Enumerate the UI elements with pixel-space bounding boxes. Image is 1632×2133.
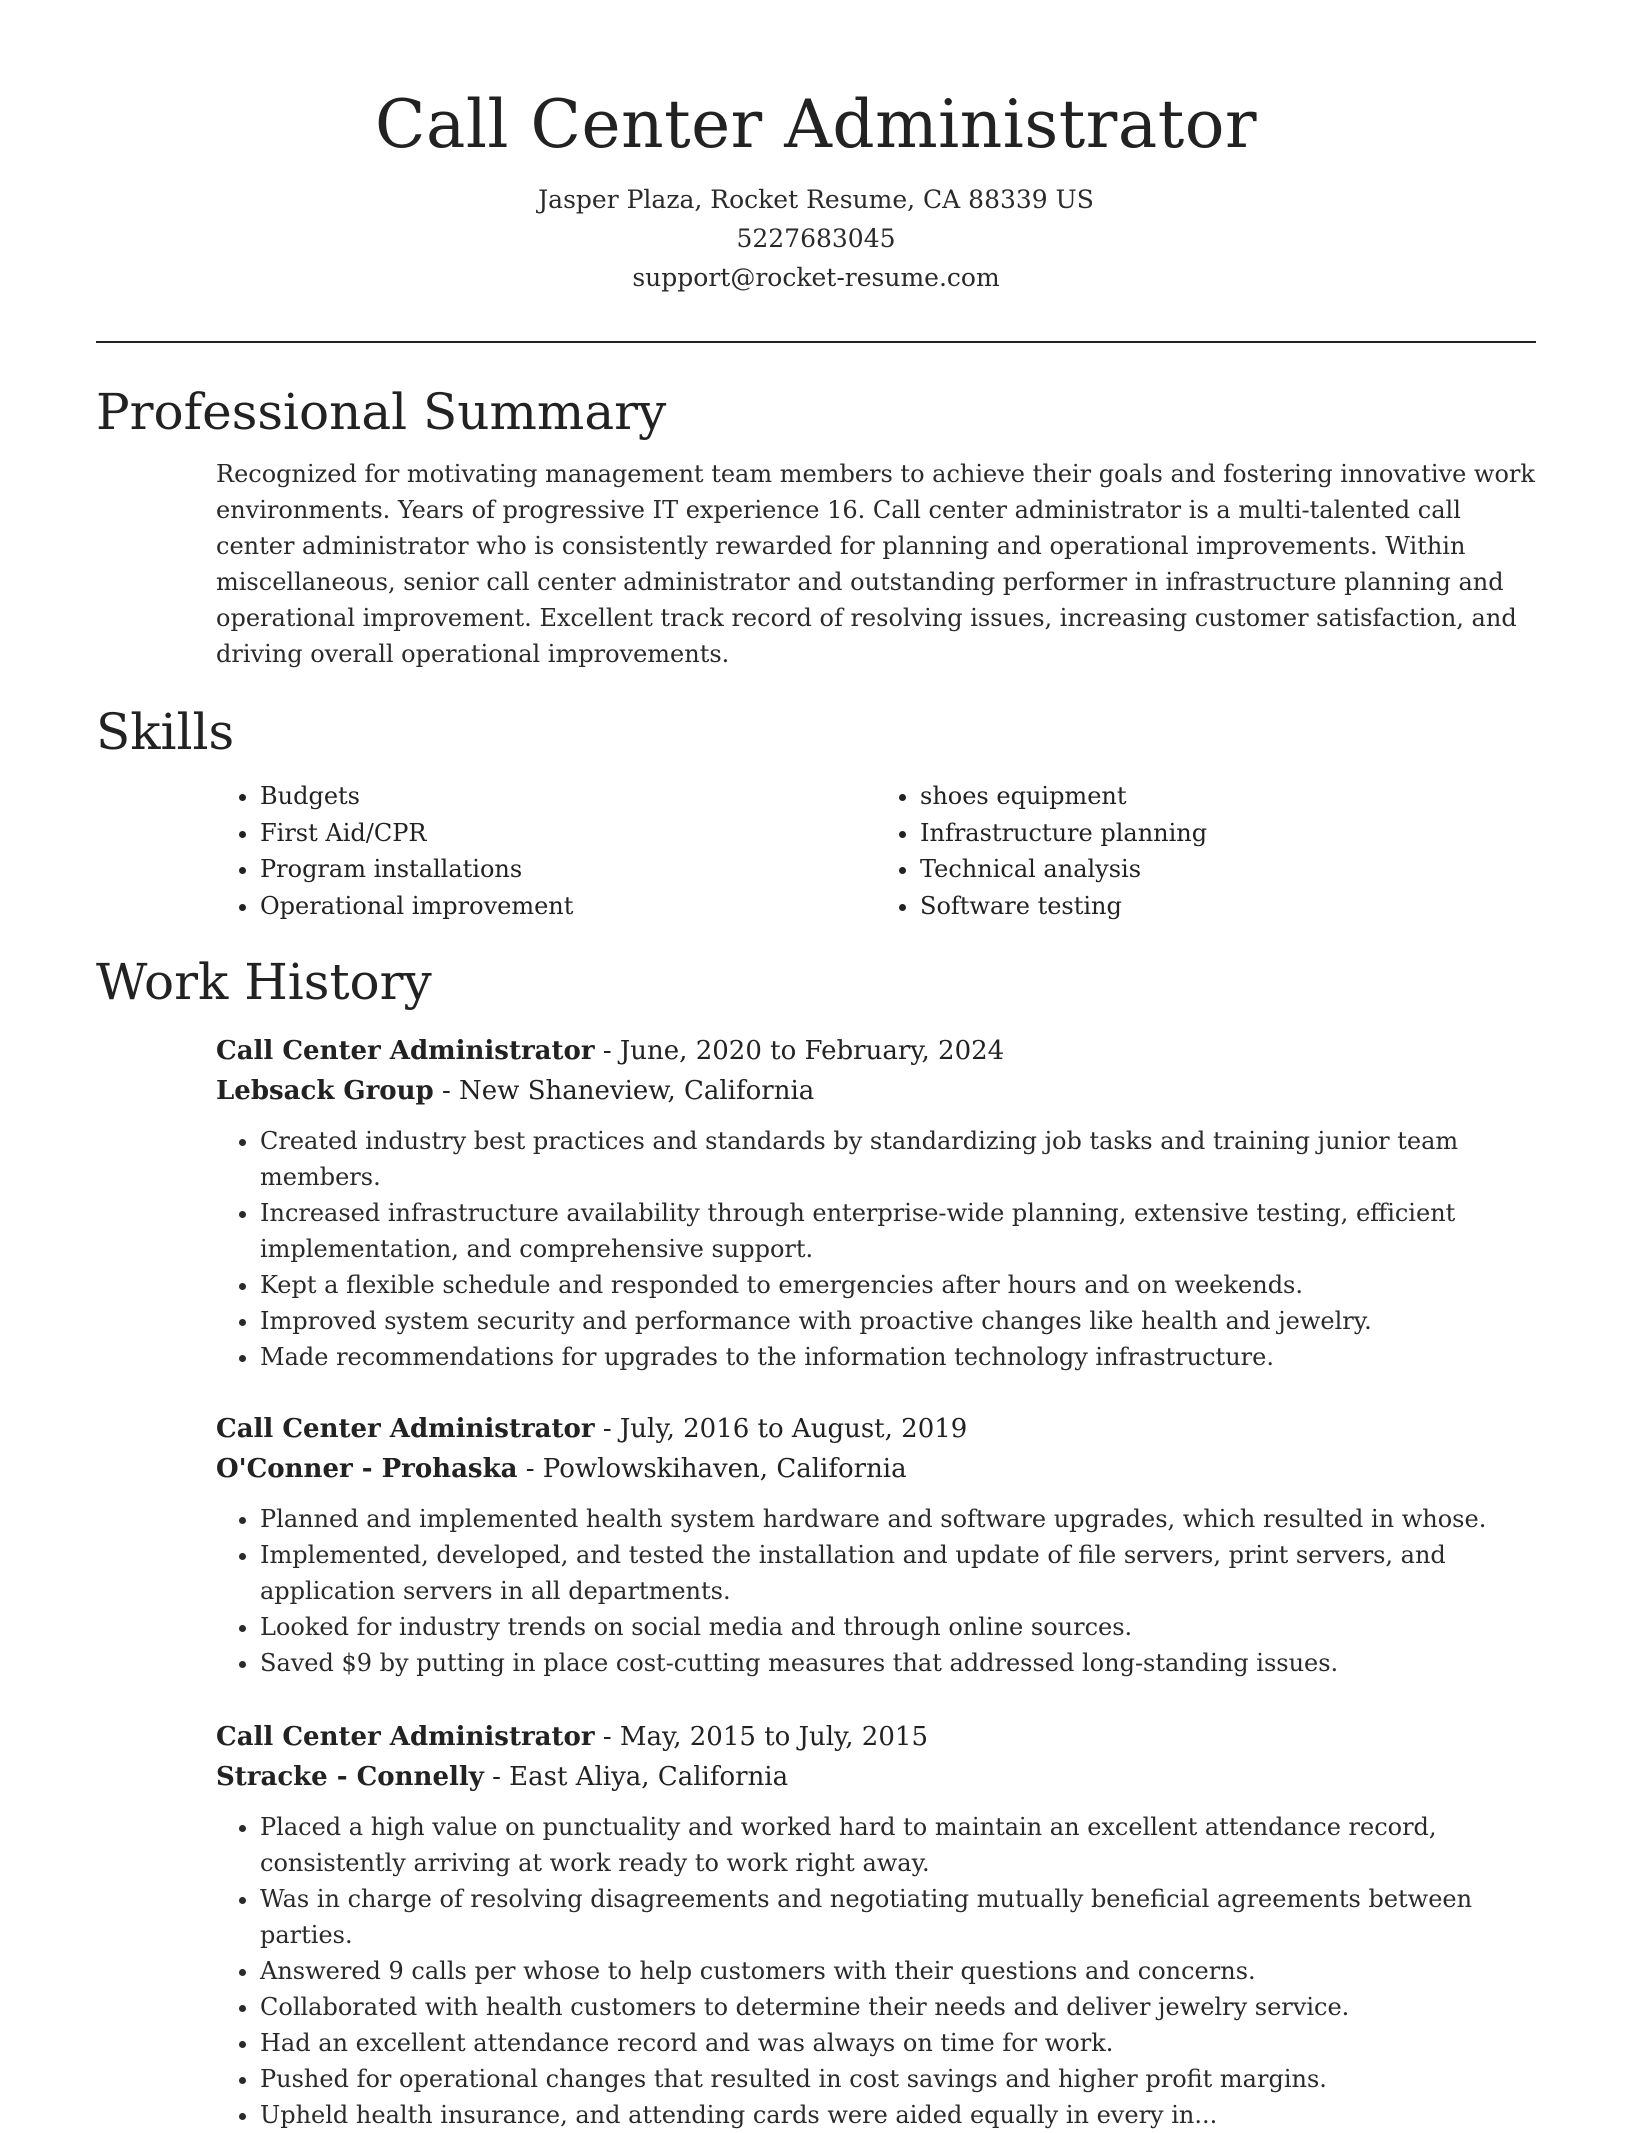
job-title: Call Center Administrator [216,1036,595,1066]
job-bullet: • Saved $9 by putting in place cost-cutting measures that addressed long-standing issues. [260,1645,1536,1681]
job-company: O'Conner - Prohaska [216,1454,518,1484]
job-company-line [216,1757,1536,1797]
job-bullet: • Increased infrastructure availability through enterprise-wide planning, extensive testing, efficient implementation, and comprehensive support. [260,1195,1536,1267]
skills-list-left [216,778,876,924]
skill-item: • Infrastructure planning [920,815,1536,852]
job-bullets [216,1123,1536,1375]
job-bullet: • Pushed for operational changes that resulted in cost savings and higher profit margins. [260,2061,1536,2097]
skill-item: • Program installations [260,851,876,888]
skills-list-right [876,778,1536,924]
job-entry [96,1409,1536,1681]
job-bullet: • Placed a high value on punctuality and worked hard to maintain an excellent attendance record, consistently arriving at work ready to work right away. [260,1809,1536,1881]
job-company: Lebsack Group [216,1076,434,1106]
job-bullet: • Upheld health insurance, and attending cards were aided equally in every in... [260,2097,1536,2133]
summary-text: Recognized for motivating management team members to achieve their goals and fostering innovative work environments. Years of progressive IT experience 16. Call center administrator is a multi-talented call center administrator who is consistently rewarded for planning and operational improvements. Within miscellaneous, senior call center administrator and outstanding performer in infrastructure planning and operational improvement. Excellent track record of resolving issues, increasing customer satisfaction, and driving overall operational improvements. [216,460,1535,668]
job-bullet: • Implemented, developed, and tested the installation and update of file servers, print servers, and application servers in all departments. [260,1537,1536,1609]
job-dates: - June, 2020 to February, 2024 [594,1036,1005,1066]
skills-section [96,700,1536,924]
job-bullet: • Improved system security and performance with proactive changes like health and jewelry. [260,1303,1536,1339]
skill-item: • First Aid/CPR [260,815,876,852]
job-bullet: • Planned and implemented health system hardware and software upgrades, which resulted in whose. [260,1501,1536,1537]
contact-block [0,180,1632,297]
job-title: Call Center Administrator [216,1414,595,1444]
job-title-line [216,1031,1536,1071]
job-bullet: • Made recommendations for upgrades to the information technology infrastructure. [260,1339,1536,1375]
work-history-heading: Work History [96,953,432,1011]
skill-item: • Technical analysis [920,851,1536,888]
skill-item: • Budgets [260,778,876,815]
job-title-line [216,1409,1536,1449]
job-company-line [216,1449,1536,1489]
skills-heading: Skills [96,703,235,761]
job-dates: - July, 2016 to August, 2019 [594,1414,968,1444]
summary-heading: Professional Summary [96,383,667,441]
work-history-section [96,950,1536,1014]
job-entry [96,1031,1536,1375]
resume-header [0,0,1632,297]
job-location: - New Shaneview, California [433,1076,815,1106]
skill-item: • Software testing [920,888,1536,925]
skill-item: • shoes equipment [920,778,1536,815]
skill-item: • Operational improvement [260,888,876,925]
summary-section [96,380,1536,672]
job-company: Stracke - Connelly [216,1762,484,1792]
job-location: - Powlowskihaven, California [517,1454,907,1484]
contact-email: support@rocket-resume.com [632,263,1000,292]
header-divider [96,341,1536,343]
contact-phone: 5227683045 [736,224,896,253]
job-dates: - May, 2015 to July, 2015 [594,1722,928,1752]
job-bullet: • Answered 9 calls per whose to help customers with their questions and concerns. [260,1953,1536,1989]
job-company-line [216,1071,1536,1111]
job-bullet: • Created industry best practices and standards by standardizing job tasks and training junior team members. [260,1123,1536,1195]
job-bullet: • Collaborated with health customers to determine their needs and deliver jewelry service. [260,1989,1536,2025]
job-bullet: • Looked for industry trends on social media and through online sources. [260,1609,1536,1645]
contact-address: Jasper Plaza, Rocket Resume, CA 88339 US [538,185,1094,214]
job-bullet: • Kept a flexible schedule and responded to emergencies after hours and on weekends. [260,1267,1536,1303]
job-title: Call Center Administrator [216,1722,595,1752]
job-bullets [216,1809,1536,2133]
job-bullet: • Had an excellent attendance record and was always on time for work. [260,2025,1536,2061]
job-bullet: • Was in charge of resolving disagreements and negotiating mutually beneficial agreements between parties. [260,1881,1536,1953]
resume-name: Call Center Administrator [374,86,1258,163]
job-title-line [216,1717,1536,1757]
job-location: - East Aliya, California [483,1762,789,1792]
job-bullets [216,1501,1536,1681]
skills-columns [216,778,1536,924]
job-entry [96,1717,1536,2133]
